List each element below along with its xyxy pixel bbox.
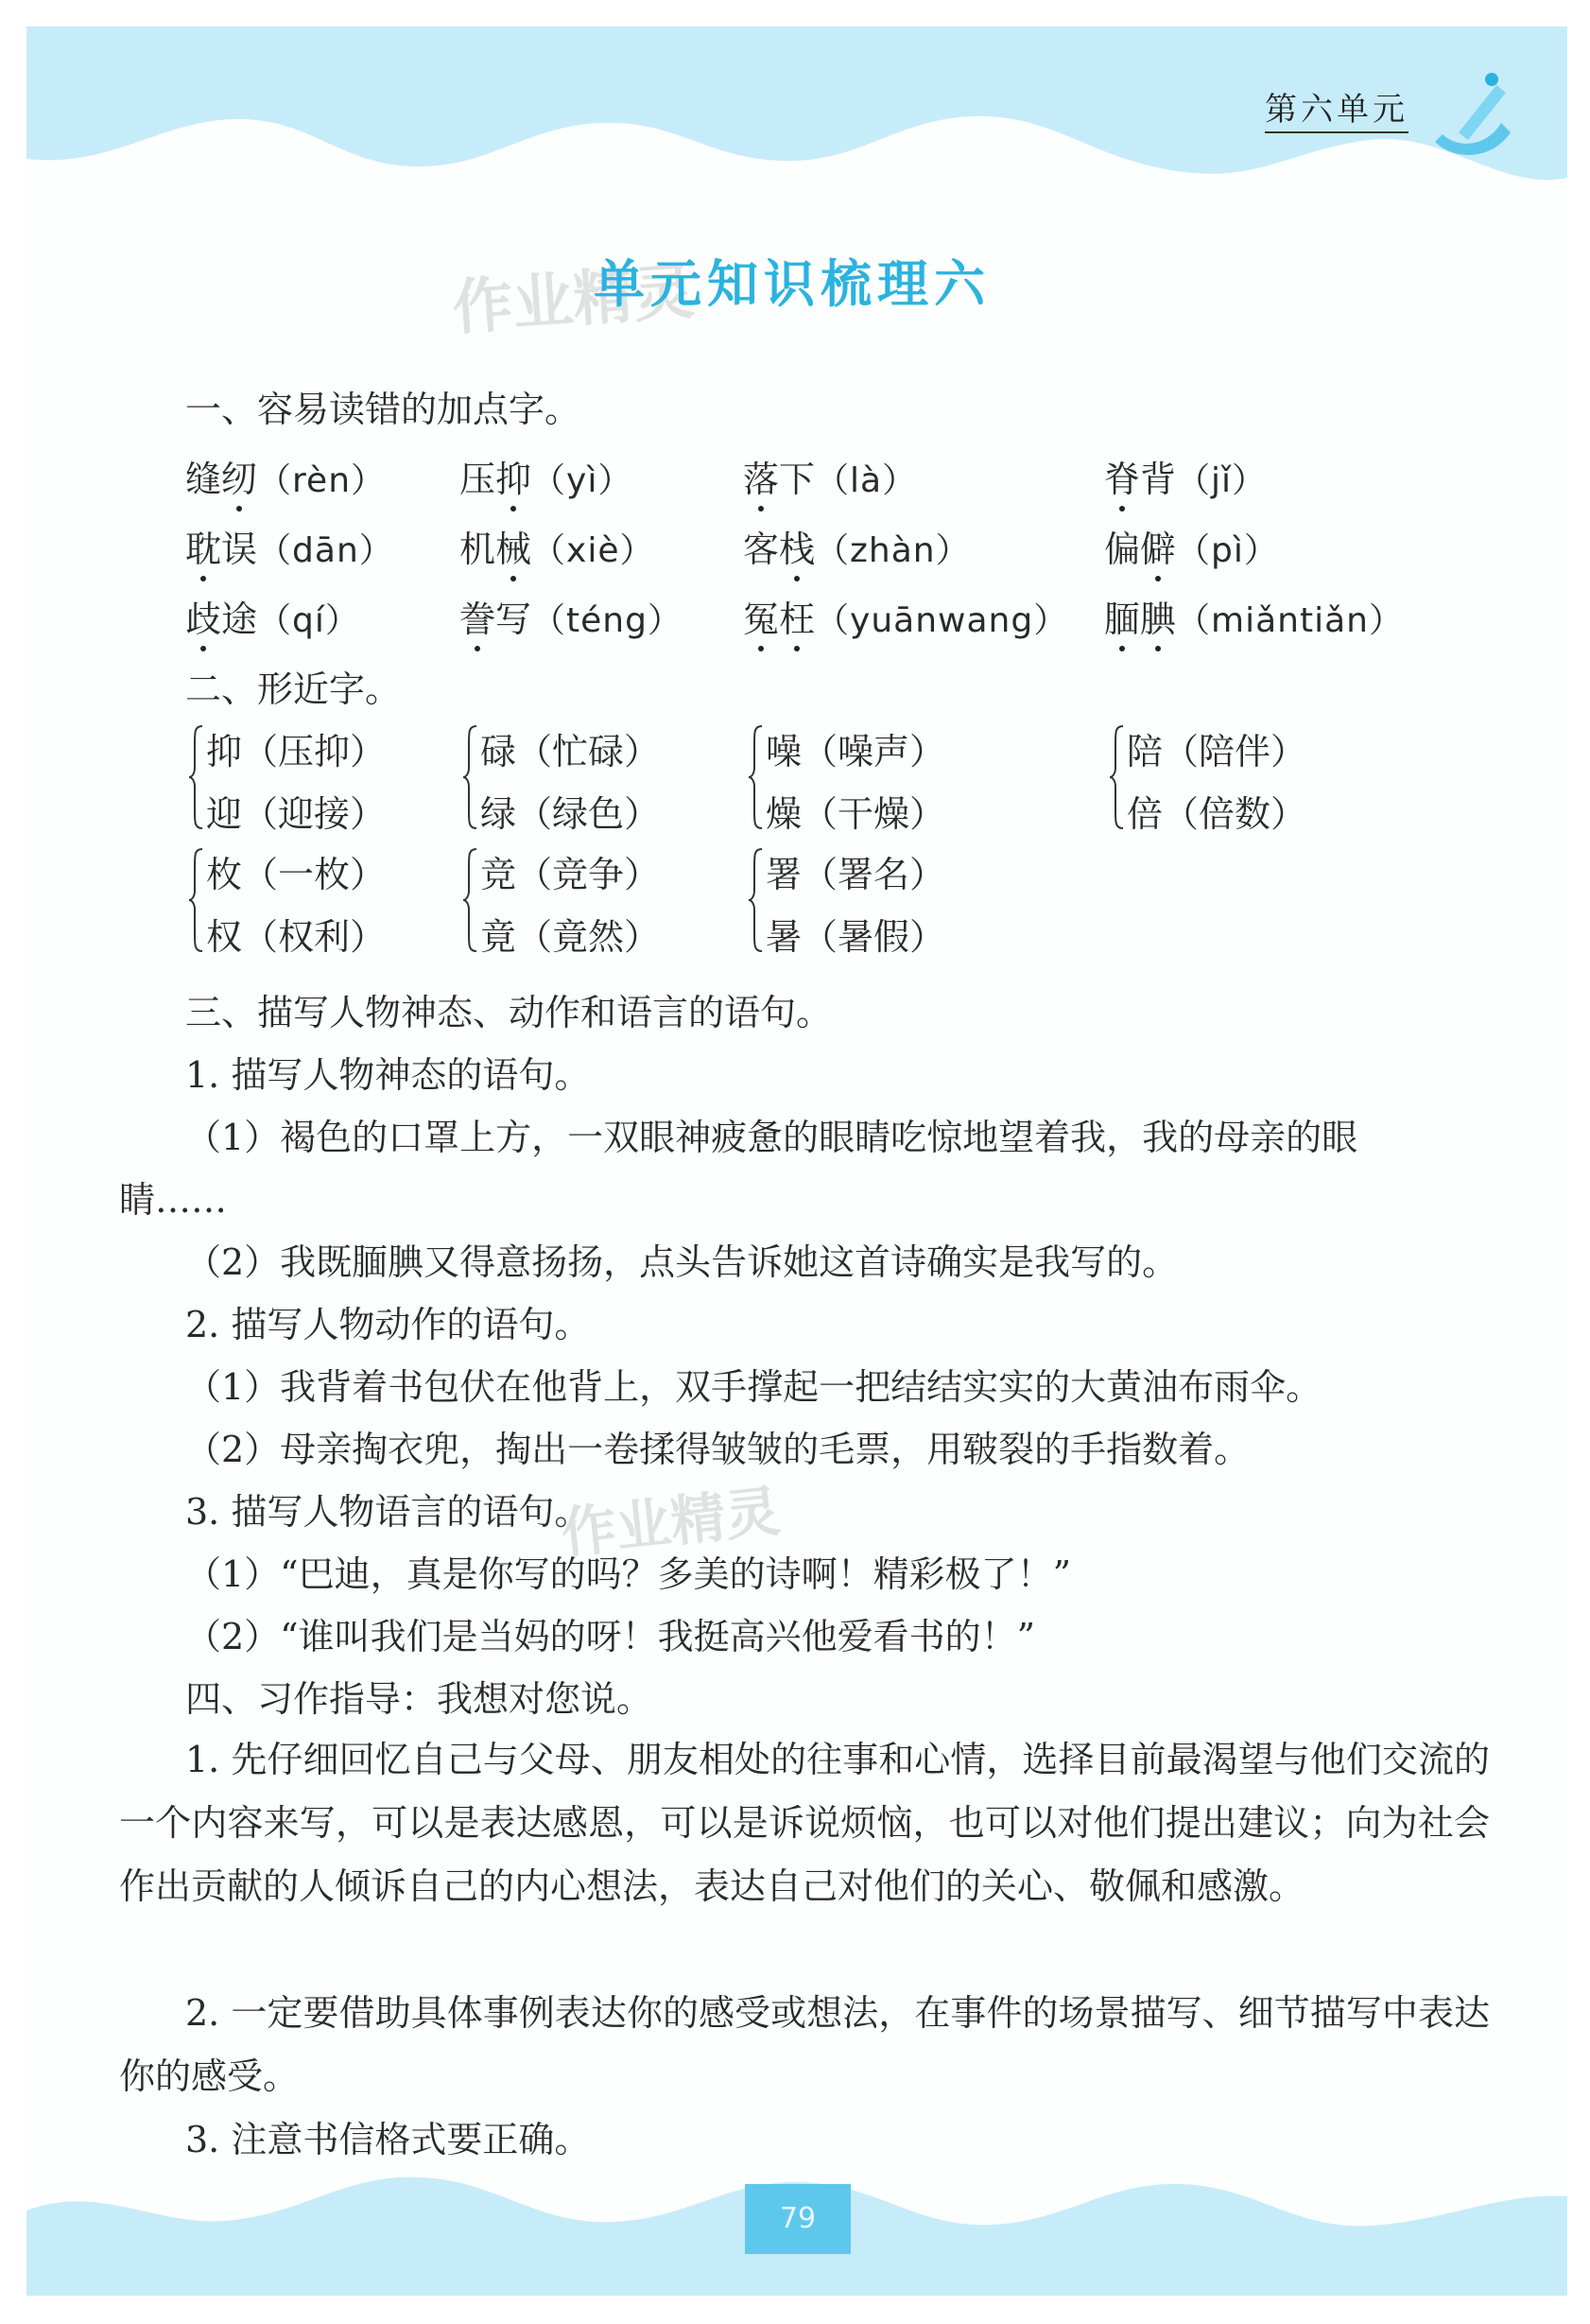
similar-character: 倍（倍数）: [1127, 793, 1307, 835]
pinyin: （rèn）: [257, 461, 387, 500]
pronunciation-item: [185, 590, 360, 642]
similar-character: 竞（竞争）: [480, 854, 661, 895]
sentence-line: （1）“巴迪，真是你写的吗？多美的诗啊！精彩极了！”: [185, 1553, 1072, 1595]
pen-icon: [1426, 66, 1520, 170]
watermark-middle: 作业精灵: [558, 1479, 784, 1566]
word: 誊写: [459, 598, 531, 640]
sentence-line: （2）我既腼腆又得意扬扬，点头告诉她这首诗确实是我写的。: [185, 1241, 1179, 1283]
pronunciation-item: [459, 590, 683, 642]
pronunciation-item: [459, 450, 632, 502]
similar-character-pair: [206, 720, 386, 845]
brace-icon: [461, 720, 478, 834]
sentence-line: （1）褐色的口罩上方，一双眼神疲惫的眼睛吃惊地望着我，我的母亲的眼: [185, 1117, 1358, 1158]
pinyin: （qí）: [257, 601, 360, 640]
section3-sub1: 1. 描写人物神态的语句。: [185, 1054, 591, 1096]
page-title: 单元知识梳理六: [594, 254, 991, 314]
pronunciation-item: [185, 450, 386, 502]
similar-character: 权（权利）: [206, 916, 387, 958]
brace-icon: [187, 843, 204, 957]
similar-character: 噪（噪声）: [766, 731, 946, 772]
brace-icon: [747, 720, 764, 834]
guidance-paragraph-2: 2. 一定要借助具体事例表达你的感受或想法，在事件的场景描写、细节描写中表达你的感受。: [119, 1992, 1490, 2097]
guidance-paragraph-3: 3. 注意书信格式要正确。: [185, 2119, 591, 2160]
similar-character-pair: [206, 843, 386, 968]
unit-label: 第六单元: [1265, 83, 1409, 133]
section3-heading: 三、描写人物神态、动作和语言的语句。: [185, 992, 833, 1033]
guidance-paragraph-1: 1. 先仔细回忆自己与父母、朋友相处的往事和心情，选择目前最渴望与他们交流的一个内容来写，可以是表达感恩，可以是诉说烦恼，也可以对他们提出建议；向为社会作出贡献的人倾诉自己的内心想法，表达自己对他们的关心、敬佩和感激。: [119, 1739, 1490, 1907]
word: 落下: [743, 459, 815, 500]
brace-icon: [747, 843, 764, 957]
pronunciation-item: [459, 520, 655, 572]
word: 偏僻: [1104, 529, 1176, 570]
pinyin: （jǐ）: [1176, 461, 1268, 500]
brace-icon: [187, 720, 204, 834]
pronunciation-item: [743, 590, 1068, 642]
similar-character: 迎（迎接）: [206, 793, 387, 835]
pinyin: （yì）: [531, 461, 633, 500]
pinyin: （miǎntiǎn）: [1176, 601, 1404, 640]
pronunciation-item: [1104, 450, 1267, 502]
section3-sub2: 2. 描写人物动作的语句。: [185, 1304, 591, 1345]
similar-character: 绿（绿色）: [480, 793, 661, 835]
pinyin: （dān）: [257, 531, 394, 570]
pinyin: （pì）: [1176, 531, 1279, 570]
page: [26, 26, 1567, 2296]
section4-heading: 四、习作指导：我想对您说。: [185, 1678, 653, 1720]
similar-character-pair: [1127, 720, 1306, 845]
brace-icon: [1108, 720, 1125, 834]
sentence-line: （1）我背着书包伏在他背上，双手撑起一把结结实实的大黄油布雨伞。: [185, 1366, 1322, 1408]
sentence-line: （2）“谁叫我们是当妈的呀！我挺高兴他爱看书的！”: [185, 1616, 1036, 1657]
pronunciation-item: [743, 450, 917, 502]
word: 冤枉: [743, 598, 815, 640]
section1-heading: 一、容易读错的加点字。: [185, 389, 581, 430]
pinyin: （xiè）: [531, 531, 655, 570]
similar-character-pair: [480, 843, 660, 968]
pinyin: （téng）: [531, 601, 683, 640]
similar-character-pair: [480, 720, 660, 845]
similar-character: 署（署名）: [766, 854, 946, 895]
word: 客栈: [743, 529, 815, 570]
similar-character: 暑（暑假）: [766, 916, 946, 958]
pronunciation-item: [1104, 520, 1279, 572]
page-number: 79: [745, 2184, 851, 2254]
pronunciation-item: [185, 520, 394, 572]
sentence-line: （2）母亲掏衣兜，掏出一卷揉得皱皱的毛票，用皲裂的手指数着。: [185, 1429, 1251, 1470]
pinyin: （zhàn）: [815, 531, 971, 570]
similar-character: 枚（一枚）: [206, 854, 387, 895]
pronunciation-item: [743, 520, 971, 572]
section3-sub3: 3. 描写人物语言的语句。: [185, 1491, 591, 1533]
similar-character: 抑（压抑）: [206, 731, 387, 772]
similar-character: 陪（陪伴）: [1127, 731, 1307, 772]
word: 压抑: [459, 459, 531, 500]
similar-character-pair: [766, 843, 945, 968]
word: 机械: [459, 529, 531, 570]
sentence-line: 睛……: [119, 1179, 228, 1221]
word: 歧途: [185, 598, 257, 640]
word: 脊背: [1104, 459, 1176, 500]
word: 耽误: [185, 529, 257, 570]
brace-icon: [461, 843, 478, 957]
similar-character: 碌（忙碌）: [480, 731, 661, 772]
pinyin: （yuānwang）: [815, 601, 1069, 640]
similar-character: 燥（干燥）: [766, 793, 946, 835]
pronunciation-item: [1104, 590, 1404, 642]
section2-heading: 二、形近字。: [185, 668, 402, 710]
pinyin: （là）: [815, 461, 918, 500]
similar-character-pair: [766, 720, 945, 845]
similar-character: 竟（竟然）: [480, 916, 661, 958]
word: 缝纫: [185, 459, 257, 500]
word: 腼腆: [1104, 598, 1176, 640]
watermark-top: 作业精灵: [450, 257, 697, 344]
